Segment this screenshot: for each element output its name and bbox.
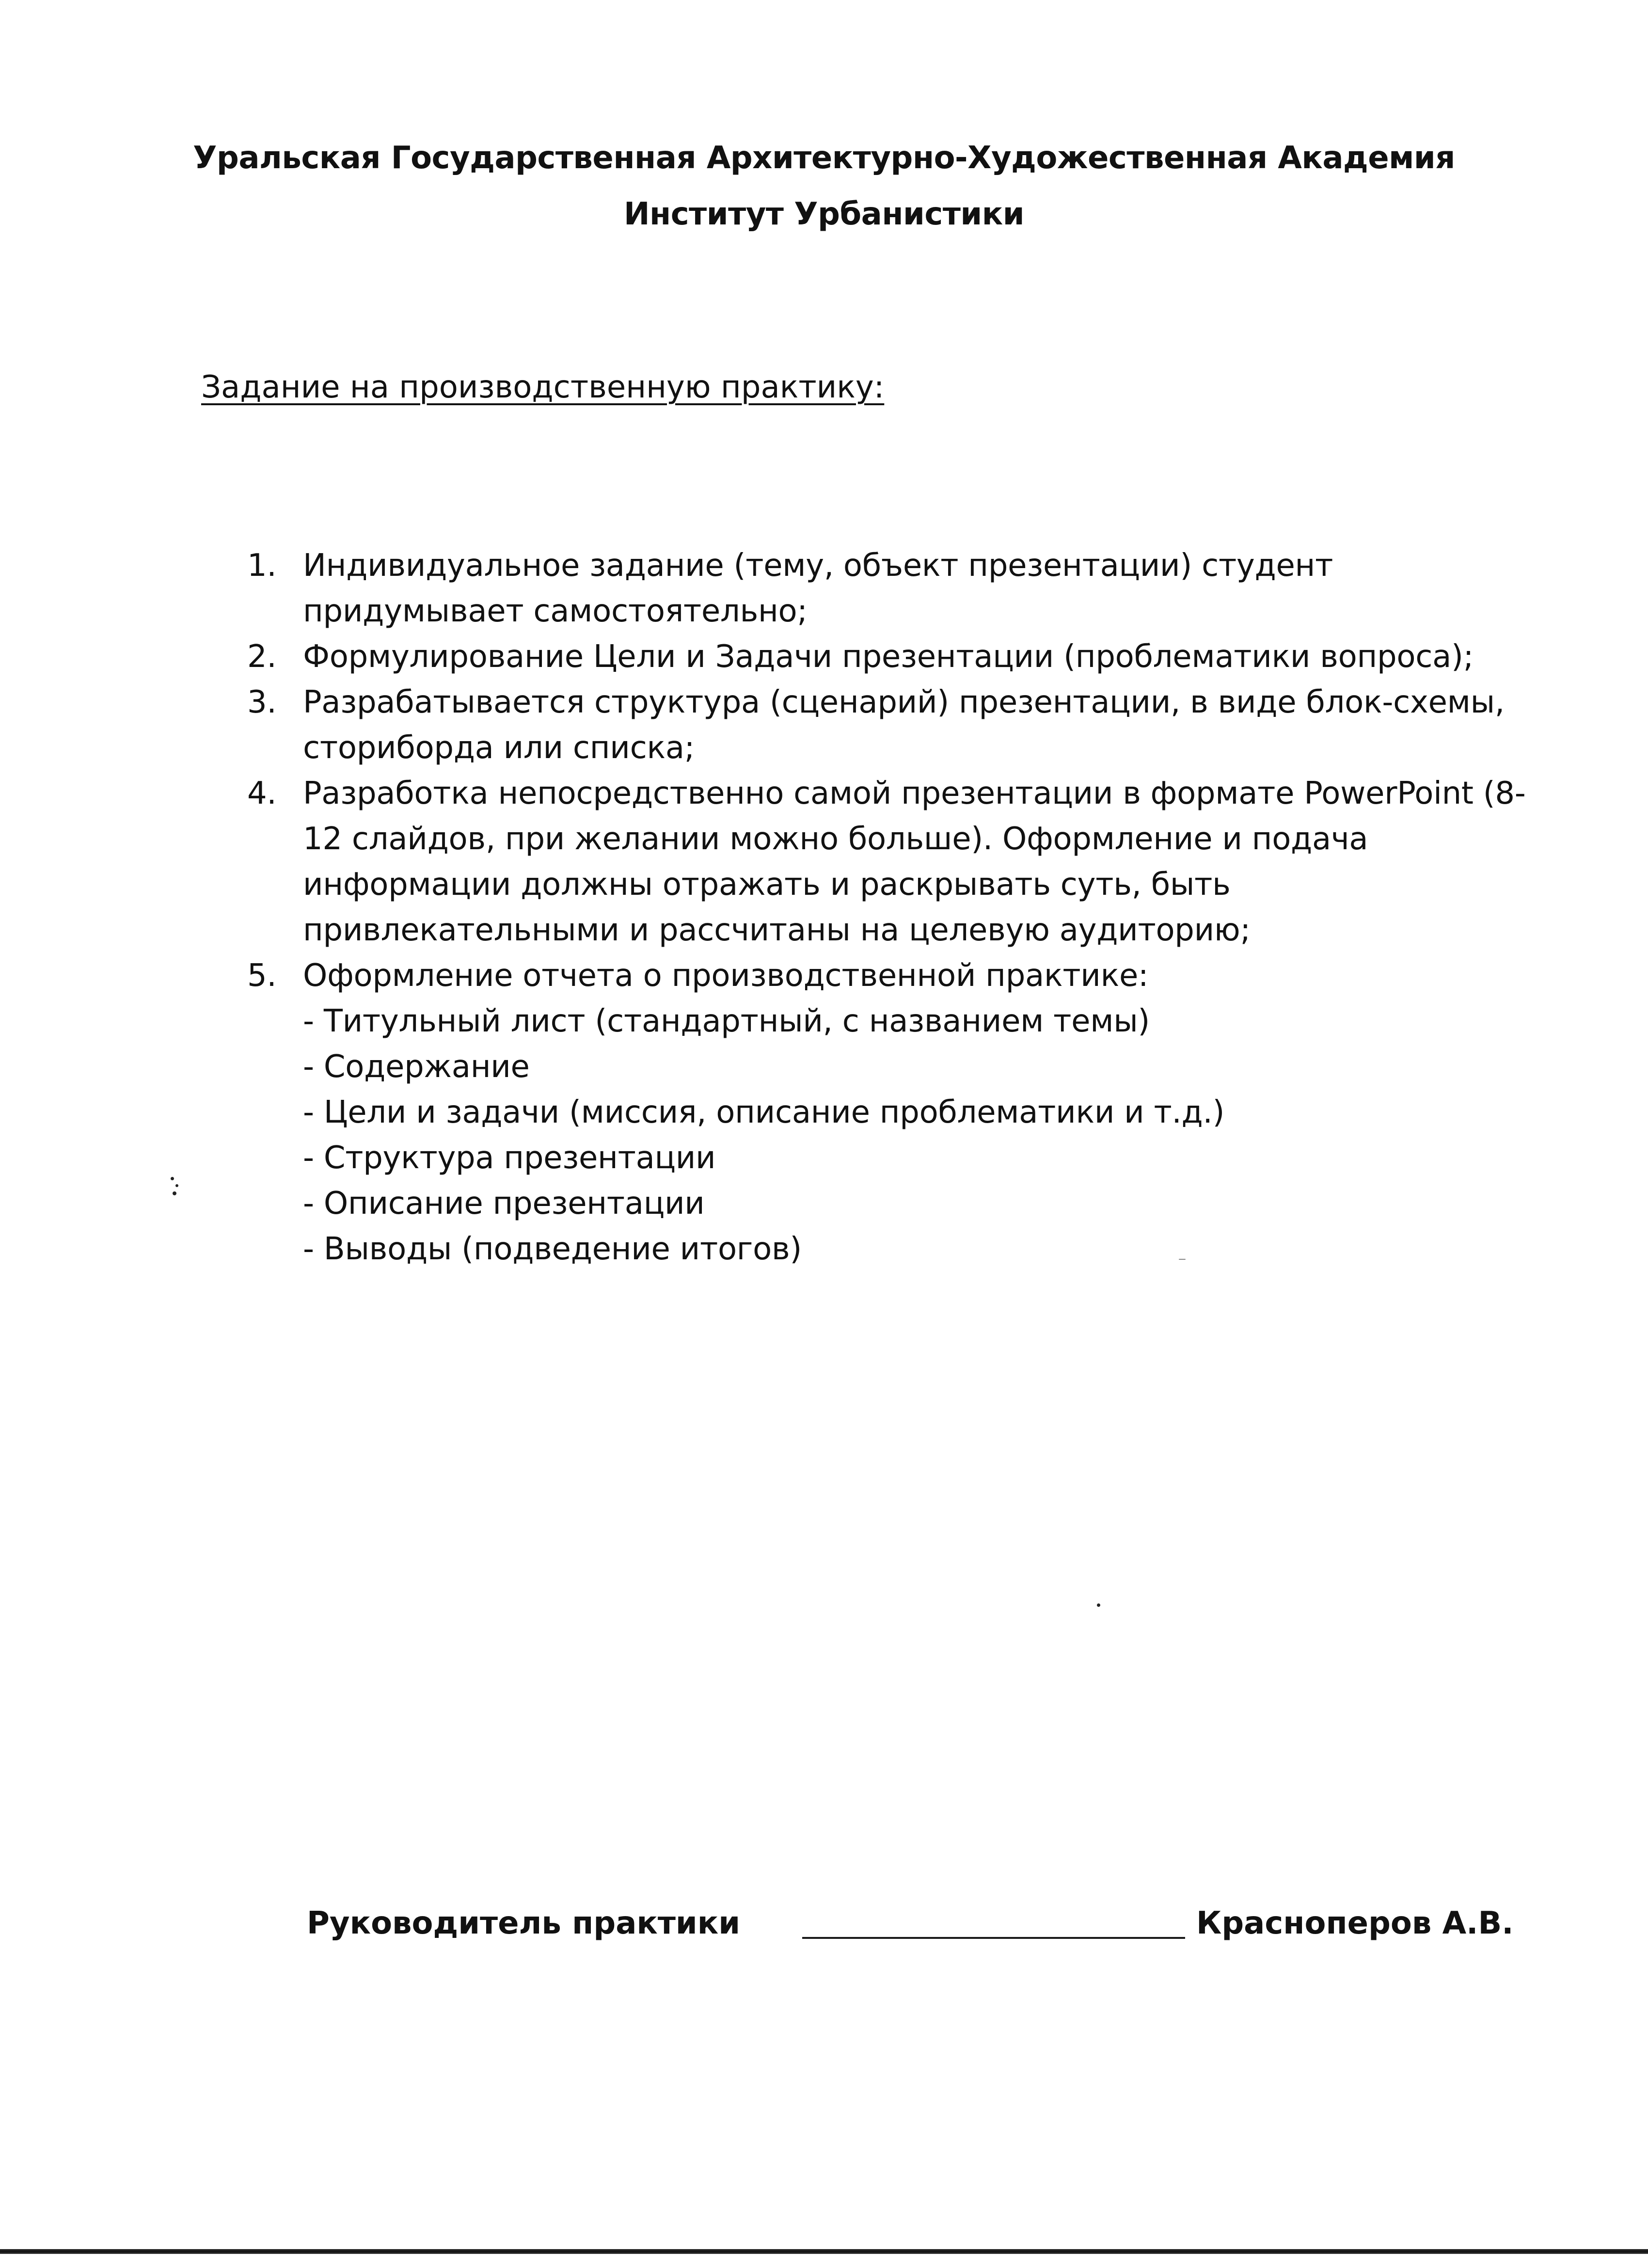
task-list [247, 543, 1532, 1272]
task-text: Формулирование Цели и Задачи презентации (проблематики вопроса); [303, 639, 1474, 675]
signature-block [0, 1899, 1648, 1948]
task-number: 3. [247, 684, 277, 720]
task-text: Разработка непосредственно самой презентации в формате PowerPoint (8-12 слайдов, при желании можно больше). Оформление и подача информации должны отражать и раскрывать суть, быть привлекательными и рассчитаны на целевую аудиторию; [303, 776, 1526, 948]
task-number: 2. [247, 639, 277, 675]
task-text: Индивидуальное задание (тему, объект презентации) студент придумывает самостоятельно; [303, 548, 1333, 629]
scan-speck [175, 1184, 178, 1187]
report-section-item: - Структура презентации [303, 1140, 716, 1176]
task-item-4 [247, 771, 1532, 953]
task-item-1 [247, 543, 1532, 634]
report-section-item: - Содержание [303, 1049, 530, 1085]
scan-speck [1179, 1259, 1186, 1260]
task-item-2 [247, 634, 1532, 680]
signature-line [802, 1937, 1185, 1939]
task-text: Оформление отчета о производственной практике: [303, 958, 1149, 994]
supervisor-role: Руководитель практики [307, 1905, 741, 1941]
scan-speck [173, 1191, 176, 1195]
report-section-item: - Цели и задачи (миссия, описание проблематики и т.д.) [303, 1094, 1225, 1130]
scan-speck [1097, 1603, 1100, 1607]
report-section-item: - Описание презентации [303, 1186, 705, 1221]
task-number: 5. [247, 958, 277, 994]
report-section-item: - Выводы (подведение итогов) [303, 1231, 802, 1267]
document-header [0, 130, 1648, 242]
task-number: 4. [247, 776, 277, 811]
report-section-item: - Титульный лист (стандартный, с названием темы) [303, 1003, 1150, 1039]
task-title: Задание на производственную практику: [201, 369, 885, 405]
task-text: Разрабатывается структура (сценарий) презентации, в виде блок-схемы, сториборда или списка; [303, 684, 1505, 766]
academy-name: Уральская Государственная Архитектурно-Художественная Академия [193, 140, 1455, 176]
institute-name: Институт Урбанистики [623, 196, 1025, 232]
task-number: 1. [247, 548, 277, 584]
supervisor-name: Красноперов А.В. [1196, 1905, 1514, 1941]
scan-bottom-edge [0, 2249, 1648, 2254]
task-item-3 [247, 680, 1532, 771]
scan-speck [171, 1177, 174, 1180]
task-item-5 [247, 953, 1532, 1272]
